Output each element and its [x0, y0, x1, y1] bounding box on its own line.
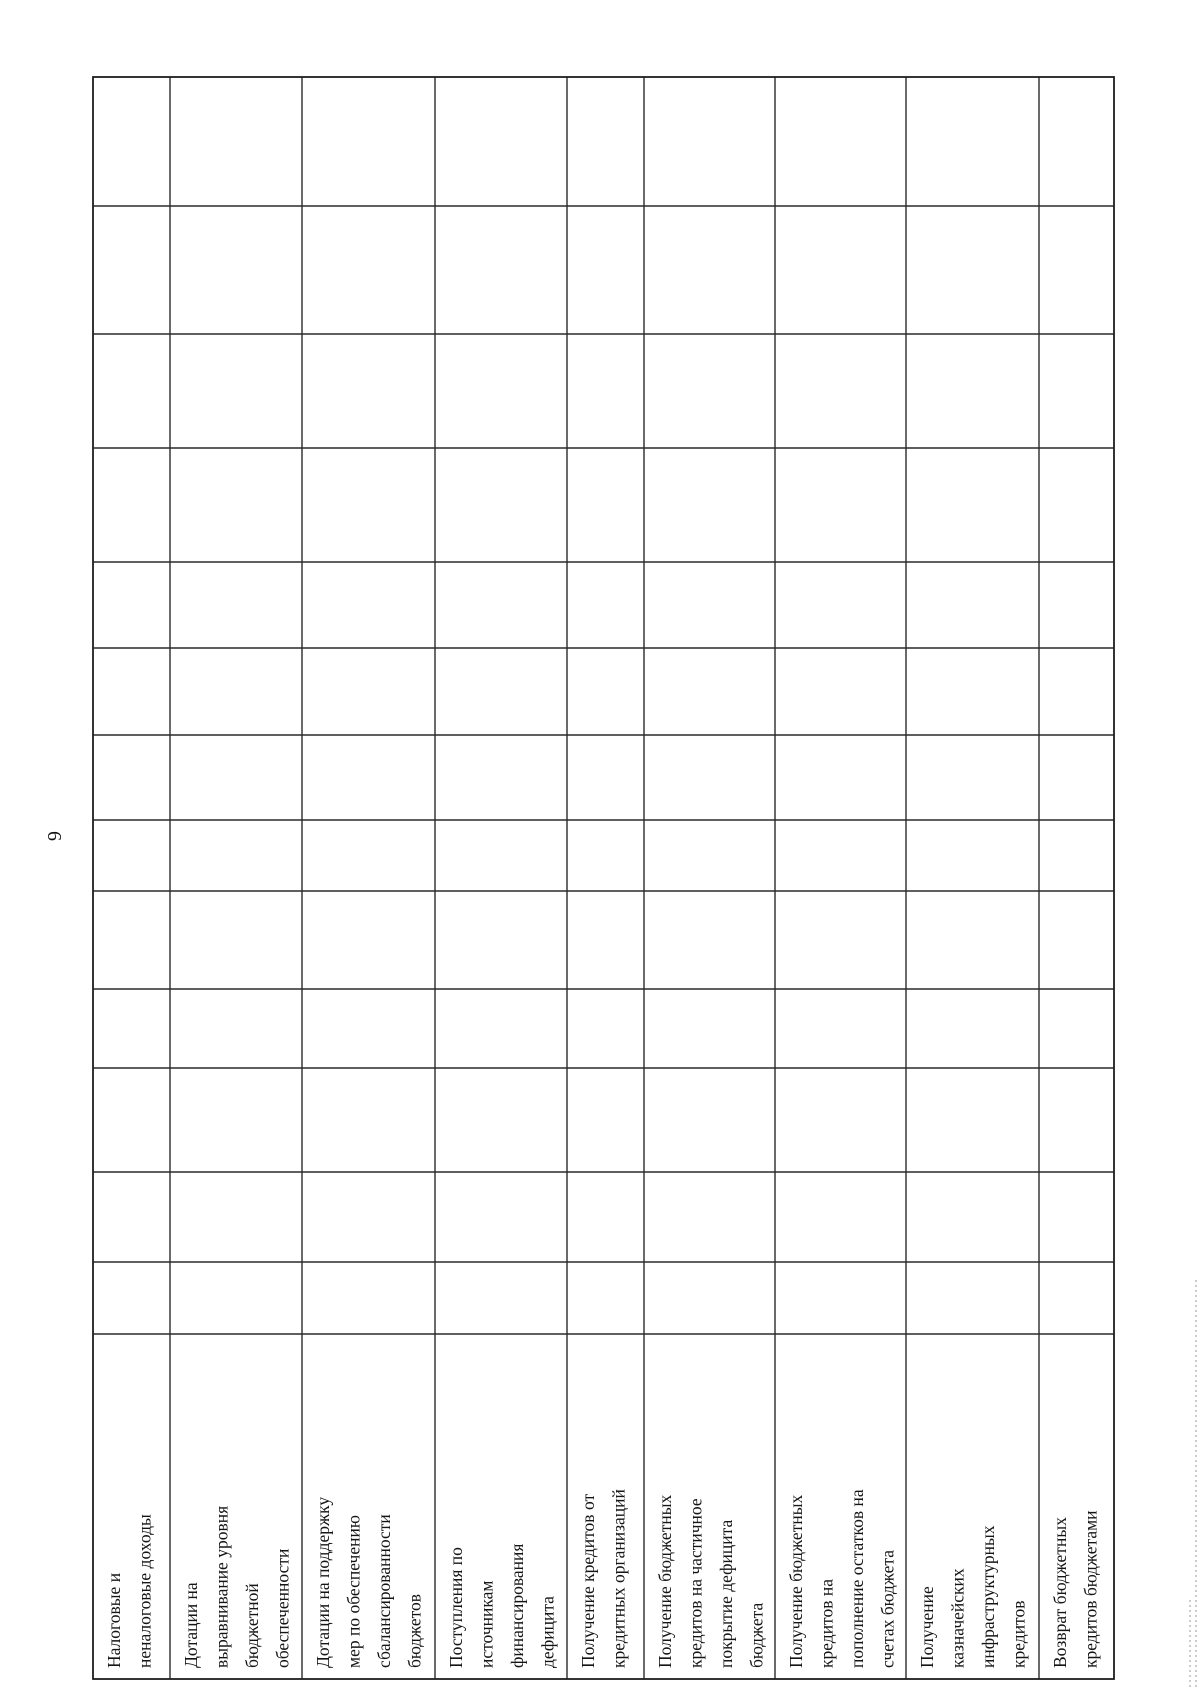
row-label-cell: [786, 1489, 898, 1668]
row-label-line: Возврат бюджетных: [1050, 1517, 1070, 1668]
row-label-line: мер по обеспечению: [343, 1515, 364, 1668]
value-cell: [435, 206, 567, 334]
value-cell: [644, 1068, 775, 1172]
row-label-line: счетах бюджета: [877, 1550, 898, 1668]
value-cell: [1039, 648, 1114, 735]
value-cell: [1039, 989, 1114, 1068]
row-label-line: кредитов: [1008, 1600, 1029, 1668]
row-label-line: пополнение остатков на: [847, 1489, 867, 1668]
value-cell: [435, 77, 567, 206]
value-cell: [775, 1172, 906, 1262]
value-cell: [302, 448, 435, 562]
value-cell: [302, 1172, 435, 1262]
value-cell: [302, 334, 435, 448]
value-cell: [775, 891, 906, 989]
value-cell: [644, 206, 775, 334]
row-label-line: источникам: [476, 1580, 497, 1668]
value-cell: [1039, 448, 1114, 562]
value-cell: [1039, 1172, 1114, 1262]
row-label-line: Налоговые и: [104, 1572, 124, 1668]
value-cell: [644, 891, 775, 989]
row-label-line: обеспеченности: [272, 1548, 293, 1668]
value-cell: [1039, 562, 1114, 648]
value-cell: [93, 648, 170, 735]
table-row: [302, 77, 435, 1668]
value-cell: [435, 1262, 567, 1334]
row-label-cell: [1050, 1510, 1101, 1668]
value-cell: [302, 1068, 435, 1172]
value-cell: [567, 1262, 644, 1334]
value-cell: [435, 735, 567, 820]
value-cell: [435, 334, 567, 448]
row-label-line: выравнивание уровня: [211, 1505, 232, 1668]
value-cell: [567, 989, 644, 1068]
value-cell: [775, 989, 906, 1068]
value-cell: [567, 77, 644, 206]
value-cell: [906, 989, 1039, 1068]
value-cell: [435, 648, 567, 735]
value-cell: [644, 1172, 775, 1262]
value-cell: [775, 562, 906, 648]
value-cell: [435, 989, 567, 1068]
table-row: [170, 77, 302, 1668]
value-cell: [775, 206, 906, 334]
value-cell: [302, 1262, 435, 1334]
value-cell: [302, 820, 435, 891]
row-label-line: Дотации на: [181, 1582, 201, 1668]
value-cell: [170, 77, 302, 206]
value-cell: [644, 648, 775, 735]
value-cell: [906, 334, 1039, 448]
value-cell: [435, 820, 567, 891]
value-cell: [93, 334, 170, 448]
row-label-cell: [181, 1506, 293, 1668]
value-cell: [906, 891, 1039, 989]
value-cell: [644, 448, 775, 562]
value-cell: [1039, 206, 1114, 334]
value-cell: [644, 989, 775, 1068]
value-cell: [170, 1172, 302, 1262]
value-cell: [435, 1172, 567, 1262]
row-label-cell: [578, 1489, 629, 1668]
value-cell: [567, 735, 644, 820]
value-cell: [1039, 1262, 1114, 1334]
value-cell: [567, 820, 644, 891]
table-row: [775, 77, 906, 1668]
value-cell: [93, 1172, 170, 1262]
value-cell: [644, 735, 775, 820]
row-label-line: покрытие дефицита: [716, 1519, 736, 1668]
value-cell: [93, 735, 170, 820]
row-label-line: казначейских: [947, 1568, 968, 1668]
value-cell: [906, 1262, 1039, 1334]
row-label-line: финансирования: [507, 1543, 527, 1668]
value-cell: [567, 206, 644, 334]
value-cell: [775, 820, 906, 891]
value-cell: [644, 820, 775, 891]
value-cell: [1039, 820, 1114, 891]
row-label-cell: [917, 1525, 1029, 1668]
row-label-line: Получение бюджетных: [655, 1494, 675, 1668]
value-cell: [302, 891, 435, 989]
value-cell: [435, 1068, 567, 1172]
value-cell: [906, 448, 1039, 562]
value-cell: [906, 77, 1039, 206]
value-cell: [170, 989, 302, 1068]
value-cell: [775, 448, 906, 562]
value-cell: [1039, 334, 1114, 448]
value-cell: [1039, 1068, 1114, 1172]
row-label-line: неналоговые доходы: [134, 1514, 155, 1668]
value-cell: [302, 562, 435, 648]
value-cell: [170, 334, 302, 448]
value-cell: [170, 1262, 302, 1334]
value-cell: [93, 1262, 170, 1334]
value-cell: [775, 1068, 906, 1172]
value-cell: [170, 648, 302, 735]
table-row: [644, 77, 775, 1668]
value-cell: [567, 1172, 644, 1262]
row-label-line: кредитов на частичное: [685, 1498, 706, 1668]
value-cell: [906, 1172, 1039, 1262]
row-label-line: Получение: [917, 1586, 937, 1668]
value-cell: [435, 448, 567, 562]
table-row: [567, 77, 644, 1668]
row-label-line: кредитов на: [816, 1579, 837, 1668]
value-cell: [170, 448, 302, 562]
value-cell: [775, 77, 906, 206]
value-cell: [170, 820, 302, 891]
value-cell: [93, 562, 170, 648]
value-cell: [302, 735, 435, 820]
value-cell: [567, 334, 644, 448]
value-cell: [302, 648, 435, 735]
value-cell: [567, 448, 644, 562]
value-cell: [93, 448, 170, 562]
value-cell: [1039, 77, 1114, 206]
row-label-line: дефицита: [537, 1596, 558, 1668]
row-label-line: Дотации на поддержку: [313, 1496, 333, 1668]
row-label-line: сбалансированности: [374, 1514, 394, 1668]
value-cell: [93, 1068, 170, 1172]
value-cell: [775, 1262, 906, 1334]
value-cell: [775, 735, 906, 820]
value-cell: [435, 891, 567, 989]
value-cell: [170, 891, 302, 989]
value-cell: [302, 989, 435, 1068]
budget-table: [93, 77, 1114, 1679]
value-cell: [775, 648, 906, 735]
value-cell: [93, 206, 170, 334]
row-label-line: бюджетной: [242, 1583, 262, 1668]
value-cell: [93, 989, 170, 1068]
page-number: 6: [43, 831, 65, 841]
row-label-line: бюджетов: [404, 1593, 425, 1668]
value-cell: [1039, 735, 1114, 820]
value-cell: [906, 648, 1039, 735]
row-label-line: Получение кредитов от: [578, 1493, 598, 1668]
row-label-line: кредитов бюджетами: [1080, 1510, 1101, 1668]
value-cell: [170, 562, 302, 648]
value-cell: [644, 1262, 775, 1334]
value-cell: [170, 735, 302, 820]
row-label-line: кредитных организаций: [608, 1489, 629, 1668]
value-cell: [567, 891, 644, 989]
value-cell: [906, 206, 1039, 334]
value-cell: [435, 562, 567, 648]
value-cell: [93, 820, 170, 891]
value-cell: [644, 334, 775, 448]
row-label-cell: [104, 1514, 155, 1668]
value-cell: [567, 562, 644, 648]
value-cell: [93, 77, 170, 206]
value-cell: [644, 77, 775, 206]
table-row: [435, 77, 567, 1668]
value-cell: [644, 562, 775, 648]
table-row: [93, 77, 170, 1668]
value-cell: [170, 206, 302, 334]
value-cell: [302, 77, 435, 206]
table-row: [1039, 77, 1114, 1668]
table-row: [906, 77, 1039, 1668]
row-label-line: бюджета: [746, 1602, 767, 1668]
value-cell: [1039, 891, 1114, 989]
row-label-cell: [446, 1544, 558, 1668]
value-cell: [906, 562, 1039, 648]
value-cell: [170, 1068, 302, 1172]
value-cell: [906, 1068, 1039, 1172]
value-cell: [567, 648, 644, 735]
value-cell: [567, 1068, 644, 1172]
value-cell: [775, 334, 906, 448]
row-label-line: Поступления по: [446, 1547, 466, 1668]
value-cell: [93, 891, 170, 989]
row-label-cell: [313, 1497, 425, 1668]
value-cell: [906, 820, 1039, 891]
row-label-line: инфраструктурных: [978, 1525, 998, 1668]
value-cell: [302, 206, 435, 334]
row-label-cell: [655, 1495, 767, 1668]
row-label-line: Получение бюджетных: [786, 1494, 806, 1668]
value-cell: [906, 735, 1039, 820]
